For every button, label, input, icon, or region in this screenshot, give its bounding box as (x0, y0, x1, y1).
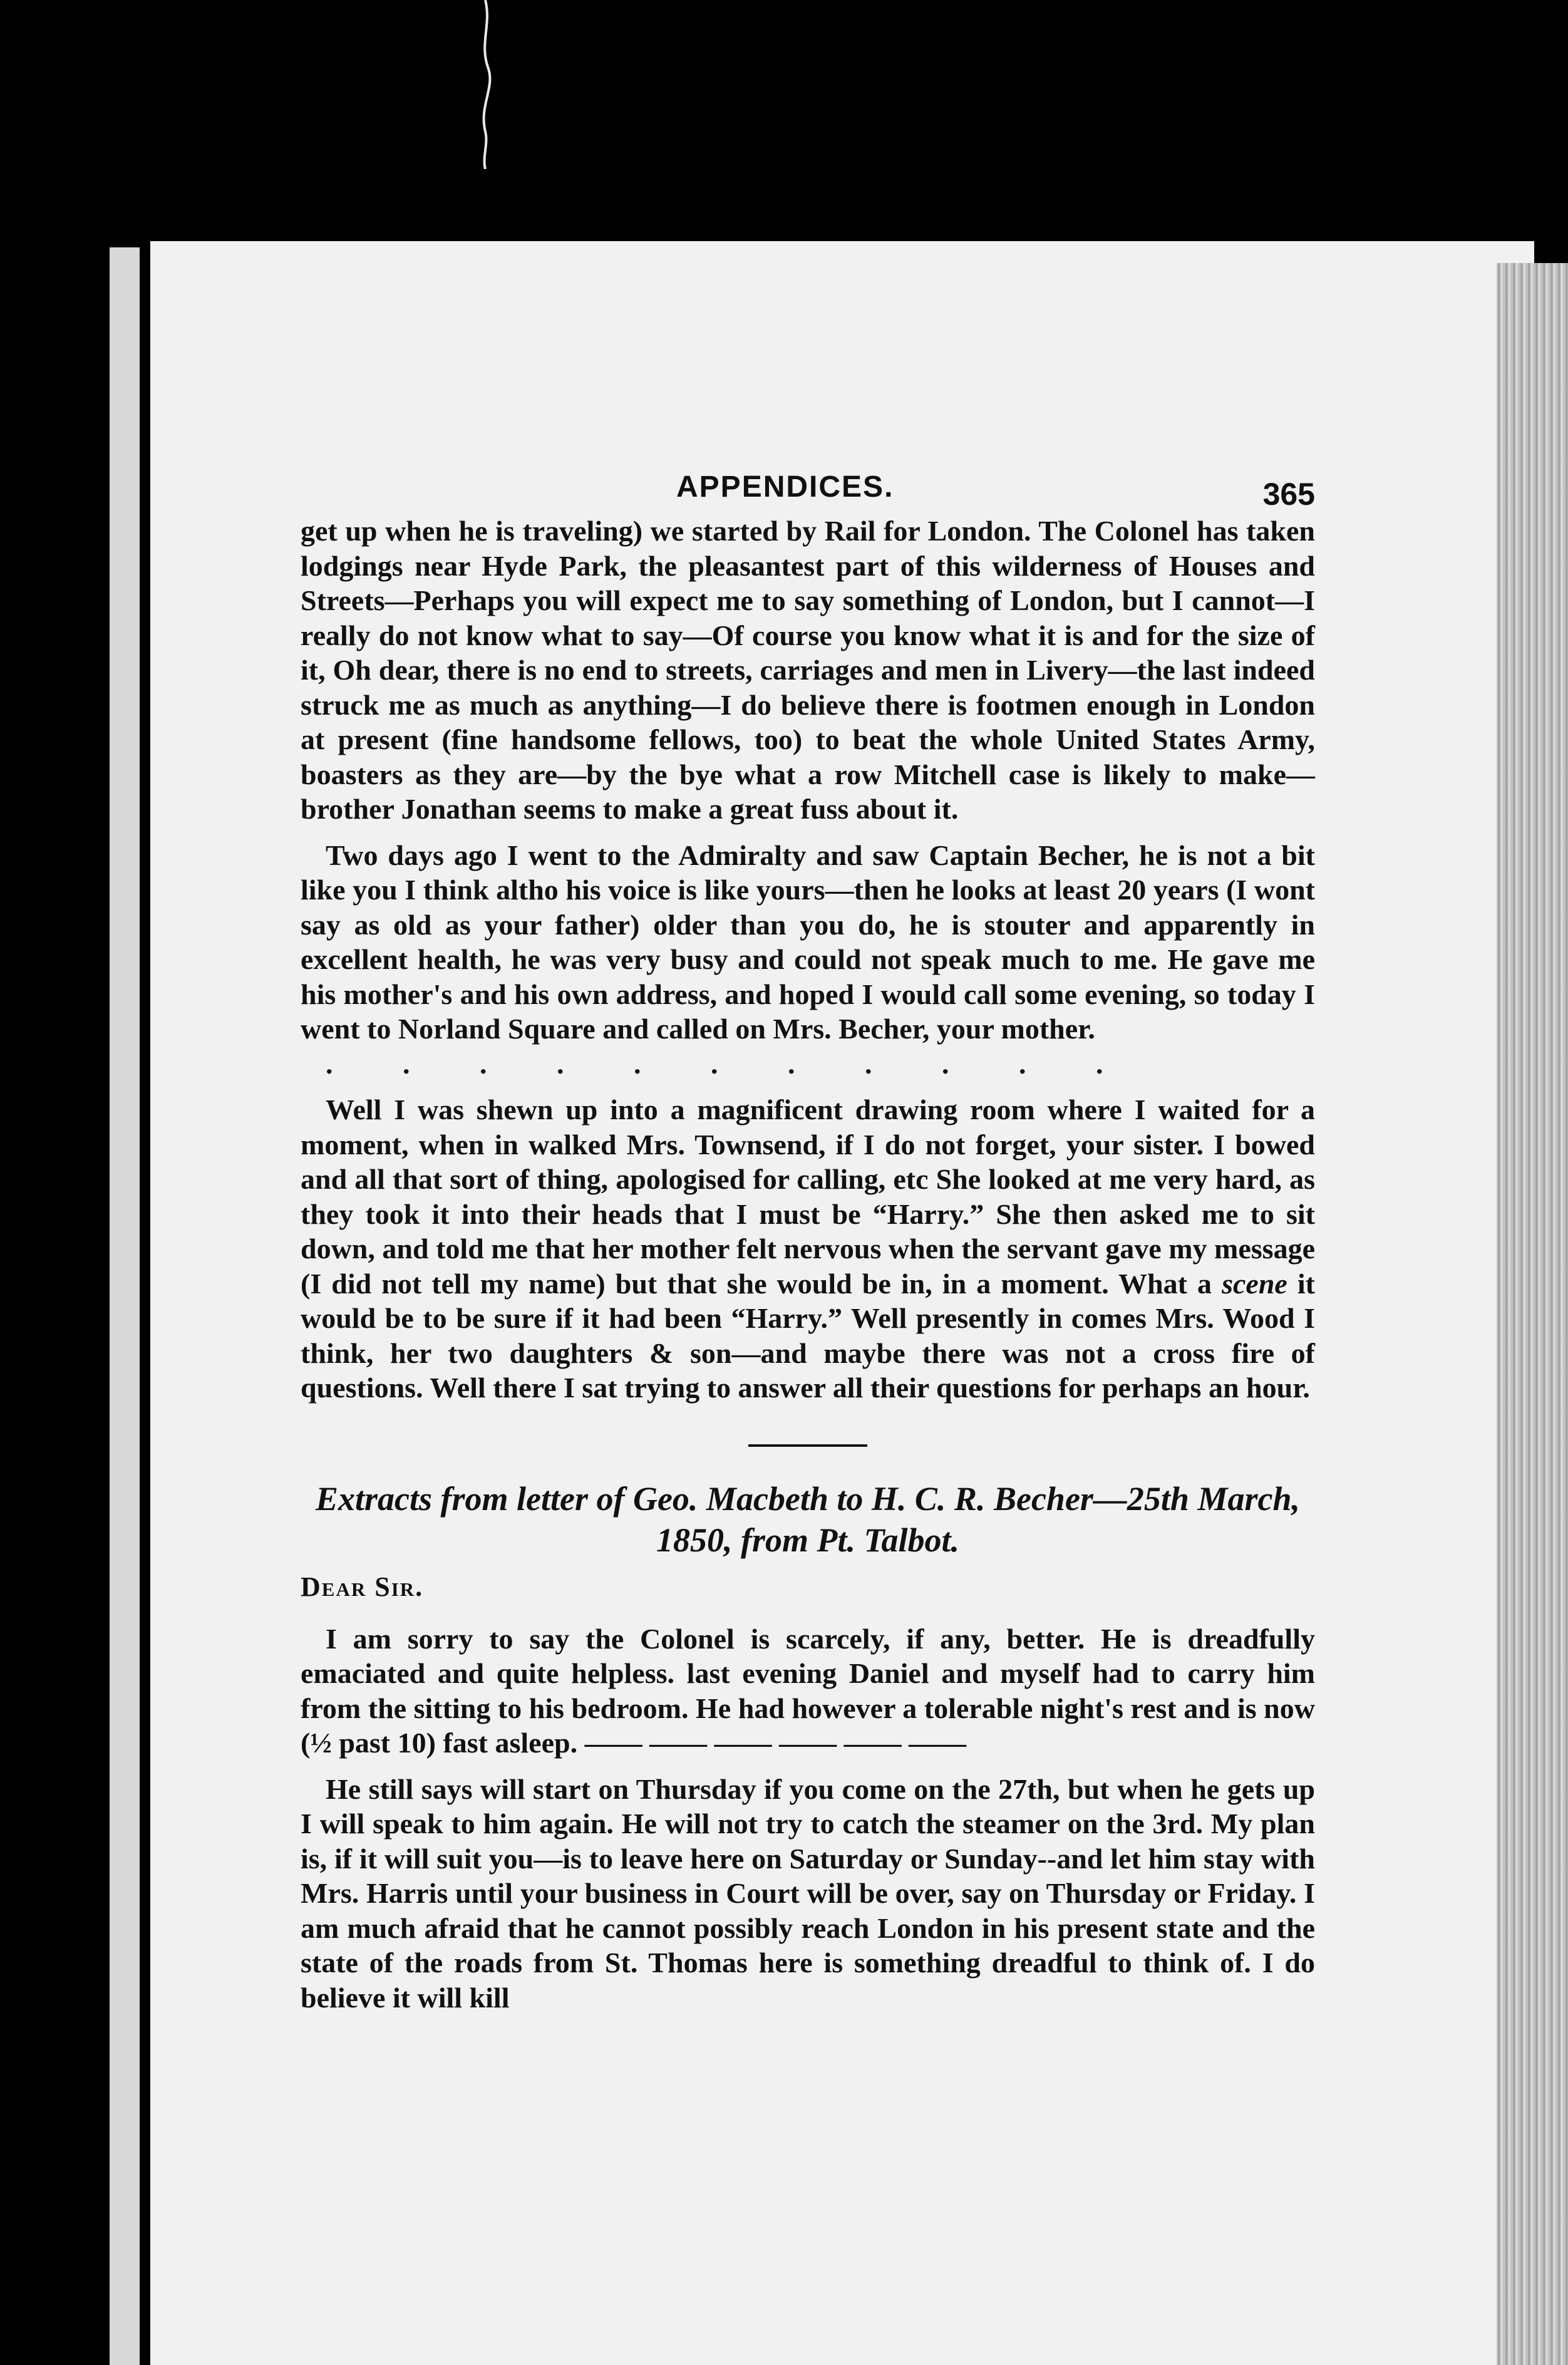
italic-word-scene: scene (1222, 1267, 1287, 1300)
stem-mark-icon (467, 0, 504, 169)
letter-paragraph-2 (301, 838, 1315, 1082)
letter-paragraph-2-text: Two days ago I went to the Admiralty and saw Captain Becher, he is not a bit like you I think altho his voice is like yours—then he looks at least 20 years (I wont say as old as your father) older than you do, he is stouter and apparently in excellent health, he was very busy and could not speak much to me. He gave me his mother's and his own address, and hoped I would call some evening, so today I went to Norland Square and called on Mrs. Becher, your mother. (301, 839, 1315, 1045)
page-text-block (301, 457, 1315, 2015)
extract-heading: Extracts from letter of Geo. Macbeth to H. C. R. Becher—25th March, 1850, from Pt. Talbot. (316, 1479, 1300, 1559)
page-number: 365 (1262, 477, 1315, 512)
scan-background-top (0, 0, 1568, 238)
page-stack-edges (1497, 263, 1568, 2365)
salutation: Dear Sir. (301, 1571, 424, 1602)
section-divider (748, 1444, 867, 1447)
extract-paragraph-2: He still says will start on Thursday if you come on the 27th, but when he gets up I will speak to him again. He will not try to catch the steamer on the 3rd. My plan is, if it will suit you—is to leave here on Saturday or Sunday--and let him stay with Mrs. Harris until your business in Court will be over, say on Thursday or Friday. I am much afraid that he cannot possibly reach London in his present state and the state of the roads from St. Thomas here is something dreadful to think of. I do believe it will kill (301, 1772, 1315, 2014)
left-page-edge (110, 247, 140, 2365)
running-head (301, 457, 1315, 514)
running-title: APPENDICES. (676, 470, 894, 504)
extract-paragraph-1: I am sorry to say the Colonel is scarcely, if any, better. He is dreadfully emaciated and quite helpless. last evening Daniel and myself had to carry him from the sitting to his bedroom. He had however a tolerable night's rest and is now (½ past 10) fast asleep. —— —— —— —— —— —— (301, 1622, 1315, 1759)
ellipsis-dots: . . . . . . . . . . . (326, 1047, 1135, 1080)
letter-paragraph-3-text-b: it would be to be sure if it had been “Harry.” Well presently in comes Mrs. Wood I think, her two daughters & son—and maybe there was not a cross fire of questions. Well there I sat trying to answer all their questions for perhaps an hour. (301, 1267, 1315, 1404)
letter-paragraph-3-text-a: Well I was shewn up into a magnificent drawing room where I waited for a moment, when in walked Mrs. Townsend, if I do not forget, your sister. I bowed and all that sort of thing, apologised for calling, etc She looked at me very hard, as they took it into their heads that I must be “Harry.” She then asked me to sit down, and told me that her mother felt nervous when the servant gave my message (I did not tell my name) but that she would be in, in a moment. What a (301, 1094, 1315, 1300)
letter-paragraph-1: get up when he is traveling) we started by Rail for London. The Colonel has taken lodgings near Hyde Park, the pleasantest part of this wilderness of Houses and Streets—Perhaps you will expect me to say something of London, but I cannot—I really do not know what to say—Of course you know what it is and for the size of it, Oh dear, there is no end to streets, carriages and men in Livery—the last indeed struck me as much as anything—I do believe there is footmen enough in London at present (fine handsome fellows, too) to beat the whole United States Army, boasters as they are—by the bye what a row Mitchell case is likely to make—brother Jonathan seems to make a great fuss about it. (301, 515, 1315, 825)
letter-paragraph-3 (301, 1092, 1315, 1405)
